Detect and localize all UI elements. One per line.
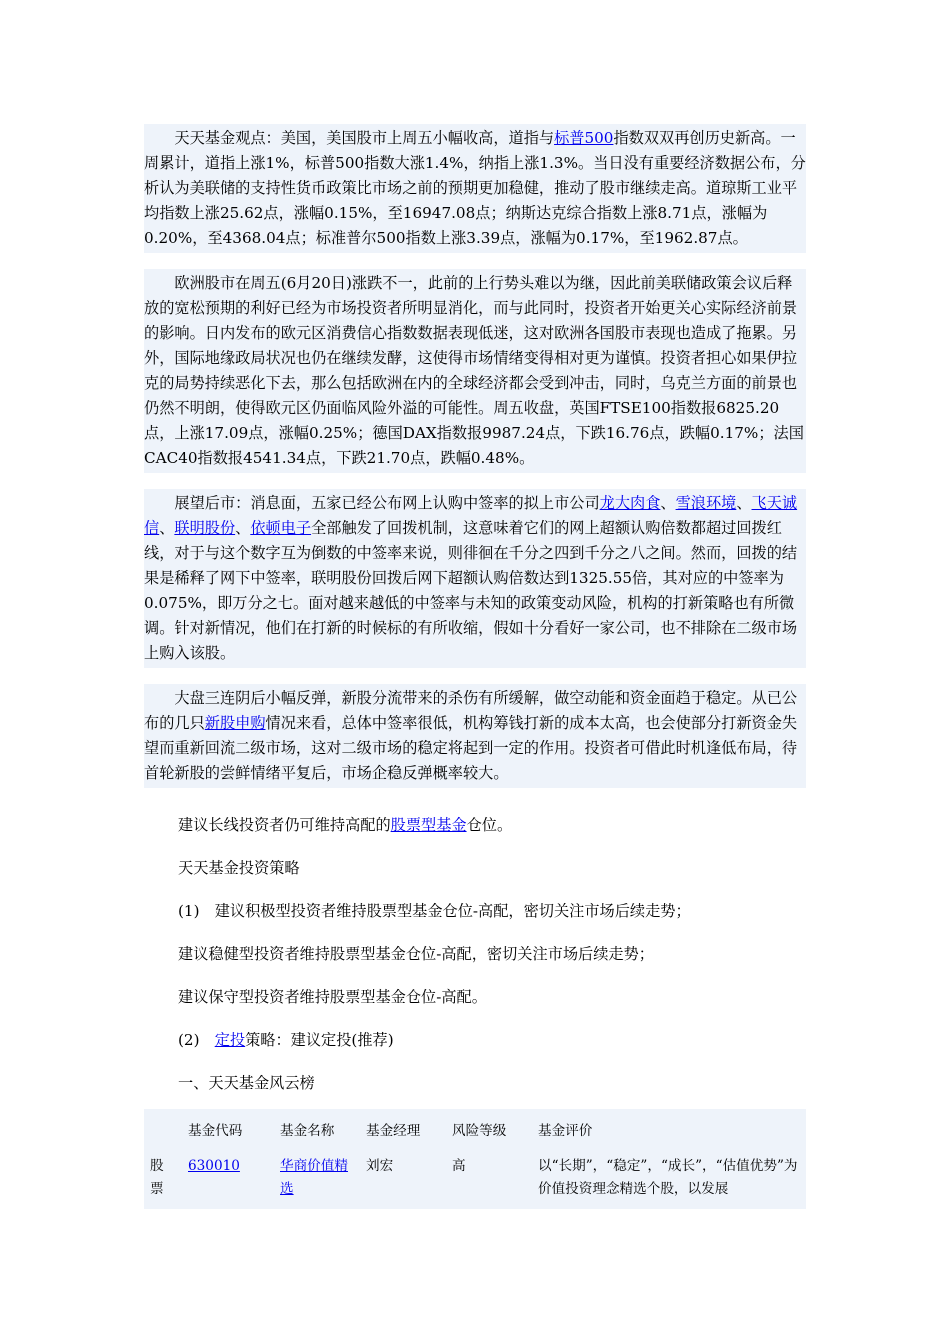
text: 仓位。 — [466, 816, 513, 834]
ranking-heading: 一、天天基金风云榜 — [178, 1074, 315, 1092]
text: 指数双双再创历史新高。一周累计，道指上涨1%，标普500指数大涨1.4%，纳指上涨1.3%。当日没有重要经济数据公布，分析认为美联储的支持性货币政策比市场之前的预期更加稳健，推动了股市继续走高。道琼斯工业平均指数上涨25.62点，涨幅0.15%，至16947.08点；纳斯达克综合指数上涨8.71点，涨幅为0.20%，至4368.04点；标准普尔500指数上涨3.39点，涨幅为0.17%，至1962.87点。 — [144, 129, 806, 247]
link-yidun[interactable]: 依顿电子 — [250, 519, 312, 537]
separator: 、 — [235, 519, 251, 537]
link-fund-code[interactable]: 630010 — [188, 1158, 240, 1174]
separator: 、 — [736, 494, 752, 512]
cell-fund-name — [274, 1149, 360, 1209]
table-header-row — [144, 1109, 806, 1149]
separator: 、 — [159, 519, 175, 537]
link-fund-name[interactable]: 华商价值精选 — [280, 1158, 348, 1197]
cell-fund-code — [182, 1149, 274, 1209]
column-header — [144, 1109, 182, 1149]
document-page — [144, 124, 806, 1209]
text: 建议长线投资者仍可维持高配的 — [178, 816, 391, 834]
column-header-manager: 基金经理 — [366, 1123, 421, 1139]
text: 大盘三连阴后小幅反弹，新股分流带来的杀伤有所缓解，做空动能和资金面趋于稳定。从已公布的几只 — [144, 689, 798, 732]
link-ipo-subscription[interactable]: 新股申购 — [204, 714, 266, 732]
paragraph-market-rebound — [144, 684, 806, 788]
text: (2) — [178, 1031, 215, 1049]
advice-long-term — [144, 804, 806, 847]
link-lianming[interactable]: 联明股份 — [174, 519, 236, 537]
strategy-aggressive: (1) 建议积极型投资者维持股票型基金仓位-高配，密切关注市场后续走势； — [178, 902, 691, 920]
paragraph-us-market — [144, 124, 806, 253]
paragraph-outlook — [144, 489, 806, 668]
strategy-balanced: 建议稳健型投资者维持股票型基金仓位-高配，密切关注市场后续走势； — [178, 945, 654, 963]
cell-fund-manager: 刘宏 — [366, 1158, 394, 1174]
text: 策略：建议定投(推荐) — [245, 1031, 394, 1049]
link-longda[interactable]: 龙大肉食 — [599, 494, 661, 512]
column-header-code: 基金代码 — [188, 1123, 243, 1139]
column-header-review: 基金评价 — [538, 1123, 593, 1139]
link-equity-fund[interactable]: 股票型基金 — [390, 816, 467, 834]
strategy-sip — [144, 1019, 806, 1062]
text: 展望后市：消息面，五家已经公布网上认购中签率的拟上市公司 — [174, 494, 600, 512]
text: 情况来看，总体中签率很低，机构筹钱打新的成本太高，也会使部分打新资金失望而重新回流二级市场，这对二级市场的稳定将起到一定的作用。投资者可借此时机逢低布局，待首轮新股的尝鲜情绪平复后，市场企稳反弹概率较大。 — [144, 714, 798, 782]
cell-risk-level: 高 — [452, 1158, 466, 1174]
fund-ranking-table — [144, 1109, 806, 1209]
cell-fund-review: 以“长期”，“稳定”，“成长”，“估值优势”为价值投资理念精选个股，以发展 — [538, 1158, 798, 1197]
separator: 、 — [660, 494, 676, 512]
strategy-heading: 天天基金投资策略 — [178, 859, 300, 877]
text: 天天基金观点：美国，美国股市上周五小幅收高，道指与 — [174, 129, 555, 147]
link-feitian[interactable]: 飞天诚信 — [144, 494, 798, 537]
column-header-risk: 风险等级 — [452, 1123, 507, 1139]
paragraph-europe-market: 欧洲股市在周五(6月20日)涨跌不一，此前的上行势头难以为继，因此前美联储政策会议后释放的宽松预期的利好已经为市场投资者所明显消化，而与此同时，投资者开始更关心实际经济前景的影响。日内发布的欧元区消费信心指数数据表现低迷，这对欧洲各国股市表现也造成了拖累。另外，国际地缘政局状况也仍在继续发酵，这使得市场情绪变得相对更为谨慎。投资者担心如果伊拉克的局势持续恶化下去，那么包括欧洲在内的全球经济都会受到冲击，同时，乌克兰方面的前景也仍然不明朗，使得欧元区仍面临风险外溢的可能性。周五收盘，英国FTSE100指数报6825.20点，上涨17.09点，涨幅0.25%；德国DAX指数报9987.24点，下跌16.76点，跌幅0.17%；法国CAC40指数报4541.34点，下跌21.70点，跌幅0.48%。 — [144, 269, 806, 473]
cell-fund-type: 股票 — [150, 1158, 164, 1197]
table-row — [144, 1149, 806, 1209]
link-xuelang[interactable]: 雪浪环境 — [675, 494, 737, 512]
link-sip[interactable]: 定投 — [214, 1031, 246, 1049]
link-sp500[interactable]: 标普500 — [554, 129, 614, 147]
column-header-name: 基金名称 — [280, 1123, 335, 1139]
strategy-conservative: 建议保守型投资者维持股票型基金仓位-高配。 — [178, 988, 487, 1006]
text: 全部触发了回拨机制，这意味着它们的网上超额认购倍数都超过回拨红线，对于与这个数字互为倒数的中签率来说，则徘徊在千分之四到千分之八之间。然而，回拨的结果是稀释了网下中签率，联明股份回拨后网下超额认购倍数达到1325.55倍，其对应的中签率为0.075%，即万分之七。面对越来越低的中签率与未知的政策变动风险，机构的打新策略也有所微调。针对新情况，他们在打新的时候标的有所收缩，假如十分看好一家公司，也不排除在二级市场上购入该股。 — [144, 519, 798, 662]
